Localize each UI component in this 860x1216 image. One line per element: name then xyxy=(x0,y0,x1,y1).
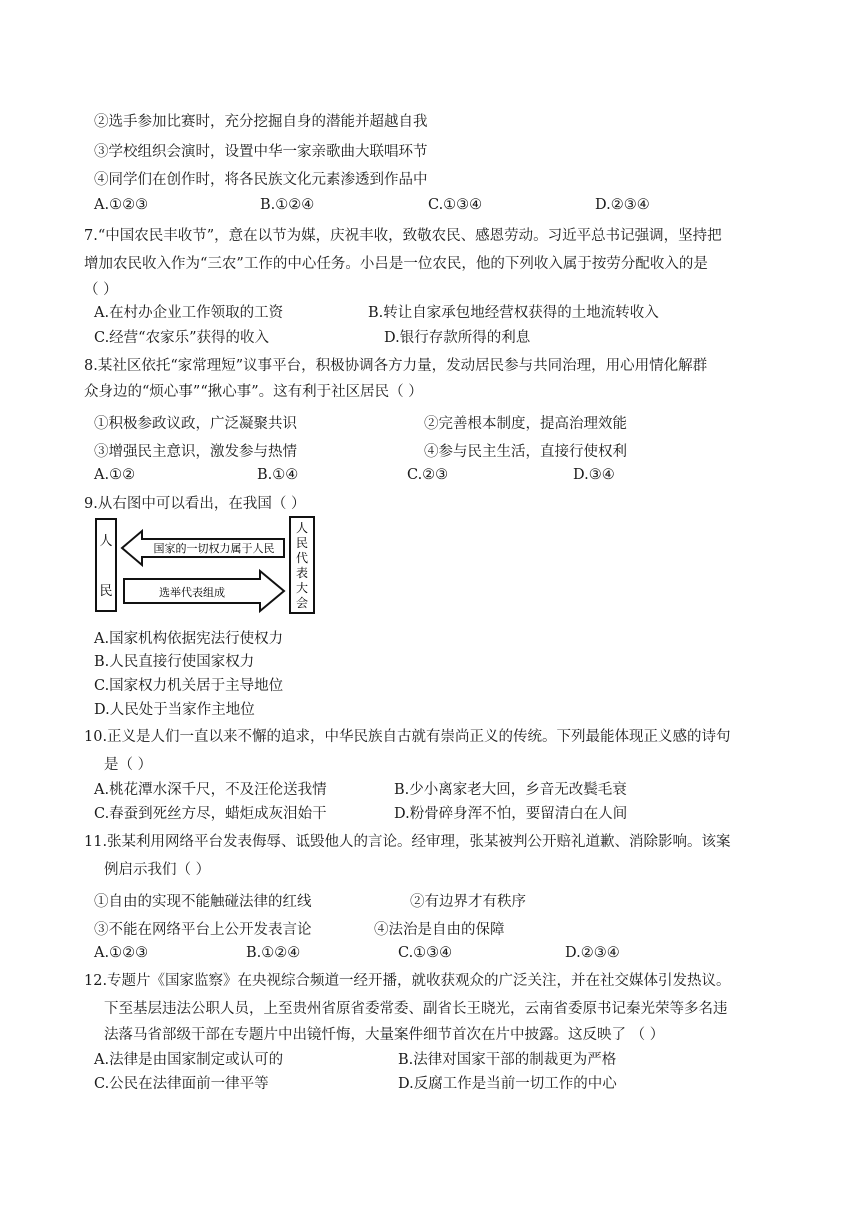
q7-option-d: D.银行存款所得的利息 xyxy=(384,330,531,346)
q12-option-d: D.反腐工作是当前一切工作的中心 xyxy=(398,1076,617,1092)
people-box-char: 人 xyxy=(99,534,113,549)
q6-option-b: B.①②④ xyxy=(260,197,315,213)
q8-option-a: A.①② xyxy=(94,467,136,483)
q12-stem-line-1: 12.专题片《国家监察》在央视综合频道一经开播，就收获观众的广泛关注，并在社交媒体引发热议。 xyxy=(84,973,731,989)
q6-option-c: C.①③④ xyxy=(428,197,483,213)
q7-option-a: A.在村办企业工作领取的工资 xyxy=(94,305,284,321)
q8-stem-line-1: 8.某社区依托“家常理短”议事平台，积极协调各方力量，发动居民参与共同治理，用心用情化解群 xyxy=(84,358,708,374)
arrow-bottom-label: 选举代表组成 xyxy=(159,586,225,599)
q8-stem-line-2: 众身边的“烦心事”“揪心事”。这有利于社区居民（ ） xyxy=(84,384,423,400)
q9-stem: 9.从右图中可以看出，在我国（ ） xyxy=(84,496,306,512)
q12-stem-line-3: 法落马省部级干部在专题片中出镜忏悔，大量案件细节首次在片中披露。这反映了 （ ） xyxy=(104,1027,665,1043)
q10-option-b: B.少小离家老大回，乡音无改鬓毛衰 xyxy=(394,782,627,798)
q12-stem-line-2: 下至基层违法公职人员，上至贵州省原省委常委、副省长王晓光，云南省委原书记秦光荣等多名违 xyxy=(104,1001,728,1017)
q11-item-3: ③不能在网络平台上公开发表言论 xyxy=(94,922,312,938)
q11-option-c: C.①③④ xyxy=(398,945,453,961)
q11-option-a: A.①②③ xyxy=(94,945,149,961)
q11-item-1: ①自由的实现不能触碰法律的红线 xyxy=(94,894,312,910)
congress-box-char: 表 xyxy=(295,566,309,580)
q10-stem-line-2: 是（ ） xyxy=(104,757,153,773)
q7-option-b: B.转让自家承包地经营权获得的土地流转收入 xyxy=(368,305,659,321)
q12-option-b: B.法律对国家干部的制裁更为严格 xyxy=(398,1052,617,1068)
q10-option-a: A.桃花潭水深千尺，不及汪伦送我情 xyxy=(94,782,327,798)
q7-stem-line-2: 增加农民收入作为“三农”工作的中心任务。小吕是一位农民，他的下列收入属于按劳分配收入的是 xyxy=(84,256,708,272)
q9-option-a: A.国家机构依据宪法行使权力 xyxy=(94,631,284,647)
q10-option-c: C.春蚕到死丝方尽，蜡炬成灰泪始干 xyxy=(94,806,327,822)
q10-option-d: D.粉骨碎身浑不怕，要留清白在人间 xyxy=(394,806,628,822)
people-congress-diagram xyxy=(92,515,322,617)
q9-option-c: C.国家权力机关居于主导地位 xyxy=(94,678,284,694)
q11-option-d: D.②③④ xyxy=(565,945,620,961)
congress-box-char: 人 xyxy=(295,521,309,535)
q7-stem-line-3: （ ） xyxy=(84,282,118,298)
arrow-top-label: 国家的一切权力属于人民 xyxy=(153,542,275,555)
congress-box-char: 会 xyxy=(295,596,309,610)
q8-item-4: ④参与民主生活，直接行使权利 xyxy=(424,444,627,460)
people-box-char: 民 xyxy=(99,584,113,599)
q7-option-c: C.经营“农家乐”获得的收入 xyxy=(94,330,270,346)
congress-box-char: 大 xyxy=(295,581,309,595)
q6-option-a: A.①②③ xyxy=(94,197,149,213)
q7-stem-line-1: 7.“中国农民丰收节”，意在以节为媒，庆祝丰收，致敬农民、感恩劳动。习近平总书记强调，坚持把 xyxy=(84,228,722,244)
q10-stem-line-1: 10.正义是人们一直以来不懈的追求，中华民族自古就有崇尚正义的传统。下列最能体现正义感的诗句 xyxy=(84,729,731,745)
q11-item-4: ④法治是自由的保障 xyxy=(374,922,505,938)
congress-box-char: 代 xyxy=(295,551,309,565)
q12-option-c: C.公民在法律面前一律平等 xyxy=(94,1076,269,1092)
q6-item-3: ③学校组织会演时，设置中华一家亲歌曲大联唱环节 xyxy=(94,144,428,160)
q8-item-1: ①积极参政议政，广泛凝聚共识 xyxy=(94,416,297,432)
q11-stem-line-1: 11.张某利用网络平台发表侮辱、诋毁他人的言论。经审理，张某被判公开赔礼道歉、消除影响。该案 xyxy=(84,834,731,850)
q8-option-b: B.①④ xyxy=(257,467,299,483)
q8-item-2: ②完善根本制度，提高治理效能 xyxy=(424,416,627,432)
q6-item-4: ④同学们在创作时，将各民族文化元素渗透到作品中 xyxy=(94,172,428,188)
q6-option-d: D.②③④ xyxy=(595,197,650,213)
q9-option-d: D.人民处于当家作主地位 xyxy=(94,702,255,718)
q6-item-2: ②选手参加比赛时，充分挖掘自身的潜能并超越自我 xyxy=(94,114,428,130)
q11-item-2: ②有边界才有秩序 xyxy=(410,894,526,910)
q8-item-3: ③增强民主意识，激发参与热情 xyxy=(94,444,297,460)
q8-option-d: D.③④ xyxy=(573,467,615,483)
q12-option-a: A.法律是由国家制定或认可的 xyxy=(94,1052,284,1068)
q9-option-b: B.人民直接行使国家权力 xyxy=(94,654,255,670)
q8-option-c: C.②③ xyxy=(407,467,449,483)
congress-box-char: 民 xyxy=(295,536,309,550)
q11-stem-line-2: 例启示我们（ ） xyxy=(104,862,211,878)
q11-option-b: B.①②④ xyxy=(246,945,301,961)
